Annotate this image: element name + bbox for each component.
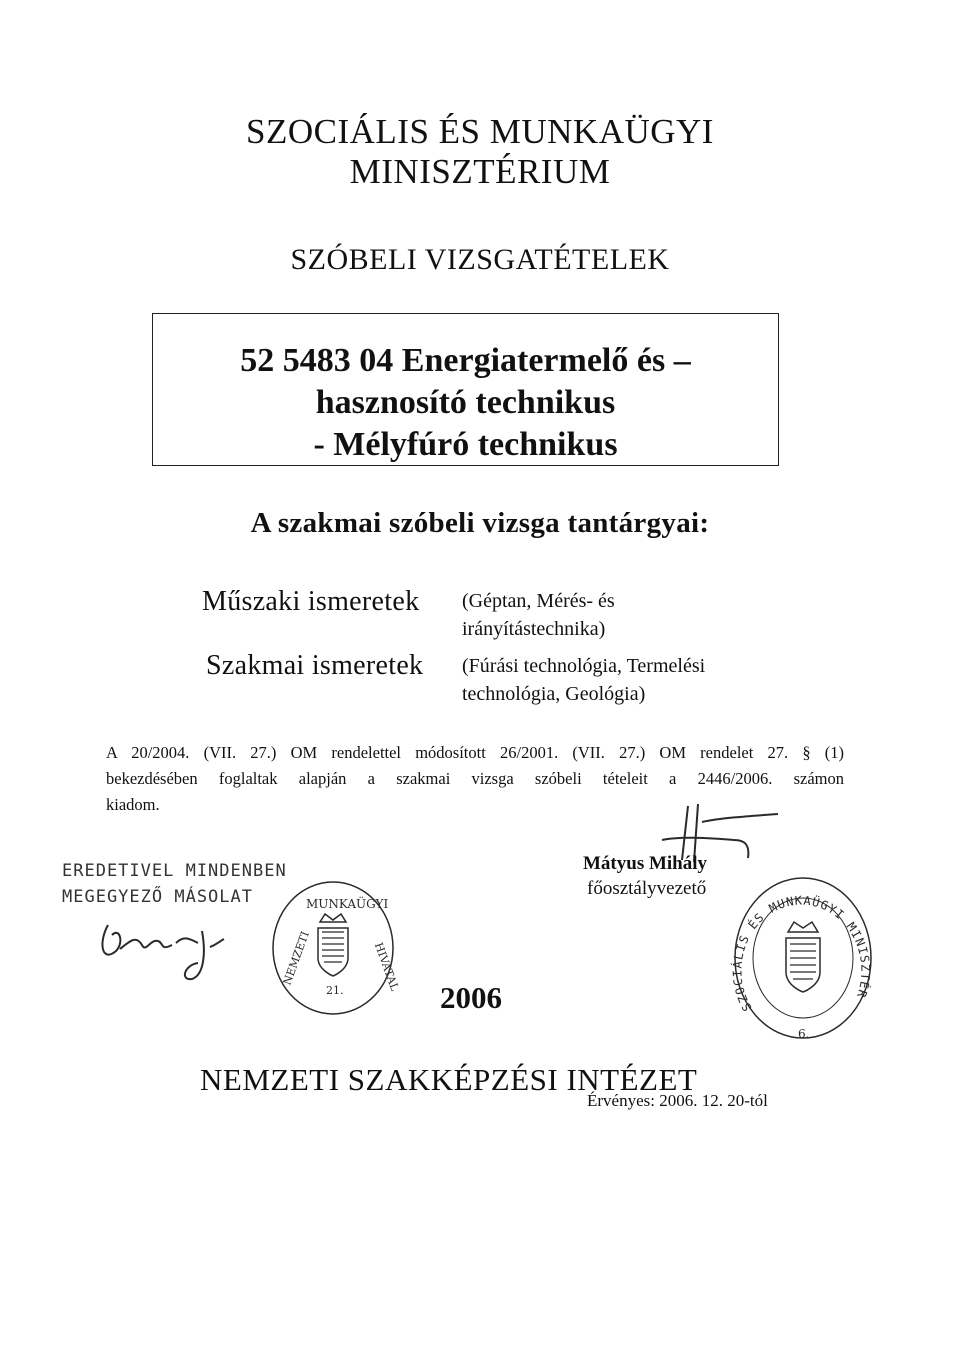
subject-1-detail-line2: irányítástechnika)	[462, 618, 606, 640]
left-seal-side-text: NEMZETI	[280, 929, 312, 987]
institute-name: NEMZETI SZAKKÉPZÉSI INTÉZET	[200, 1062, 698, 1097]
signer-name: Mátyus Mihály	[583, 853, 708, 874]
left-official-seal-icon	[268, 878, 402, 1018]
certified-copy-stamp	[62, 858, 287, 910]
signer-title: főosztályvezető	[587, 878, 707, 899]
left-signature-icon	[80, 905, 250, 985]
copy-stamp-line2: MEGEGYEZŐ MÁSOLAT	[62, 887, 253, 907]
issue-year: 2006	[440, 980, 502, 1015]
qualification-box	[152, 313, 779, 466]
subject-1-name: Műszaki ismeretek	[202, 586, 420, 617]
left-seal-number: 21.	[326, 984, 344, 997]
subject-2-detail-line1: (Fúrási technológia, Termelési	[462, 655, 706, 677]
qualification-line2: hasznosító technikus	[315, 384, 616, 421]
subject-2-name: Szakmai ismeretek	[206, 650, 424, 681]
legal-line1: A 20/2004. (VII. 27.) OM rendelettel módosított 26/2001. (VII. 27.) OM rendelet 27. § (1)	[106, 743, 844, 762]
right-official-seal-icon	[723, 857, 878, 1048]
legal-line3: kiadom.	[106, 795, 160, 814]
exam-title: SZÓBELI VIZSGATÉTELEK	[290, 243, 670, 276]
qualification-line1: 52 5483 04 Energiatermelő és –	[240, 342, 691, 379]
copy-stamp-line1: EREDETIVEL MINDENBEN	[62, 861, 287, 881]
ministry-name-line1: SZOCIÁLIS ÉS MUNKAÜGYI	[246, 112, 714, 151]
qualification-line3: - Mélyfúró technikus	[313, 426, 618, 463]
left-seal-top-text: MUNKAÜGYI	[306, 897, 389, 911]
right-seal-number: 6.	[798, 1027, 810, 1041]
right-seal-arc-text: SZOCIÁLIS ÉS MUNKAÜGYI MINISZTÉRIUM	[723, 857, 873, 1014]
left-seal-right-text: HIVATAL	[371, 940, 402, 993]
ministry-name-line2: MINISZTÉRIUM	[349, 152, 611, 191]
subjects-title: A szakmai szóbeli vizsga tantárgyai:	[250, 507, 710, 539]
subject-2-detail-line2: technológia, Geológia)	[462, 683, 646, 705]
subject-1-detail-line1: (Géptan, Mérés- és	[462, 590, 615, 612]
validity-date: Érvényes: 2006. 12. 20-tól	[587, 1091, 768, 1110]
legal-line2: bekezdésében foglaltak alapján a szakmai vizsga szóbeli tételeit a 2446/2006. számon	[106, 769, 844, 788]
